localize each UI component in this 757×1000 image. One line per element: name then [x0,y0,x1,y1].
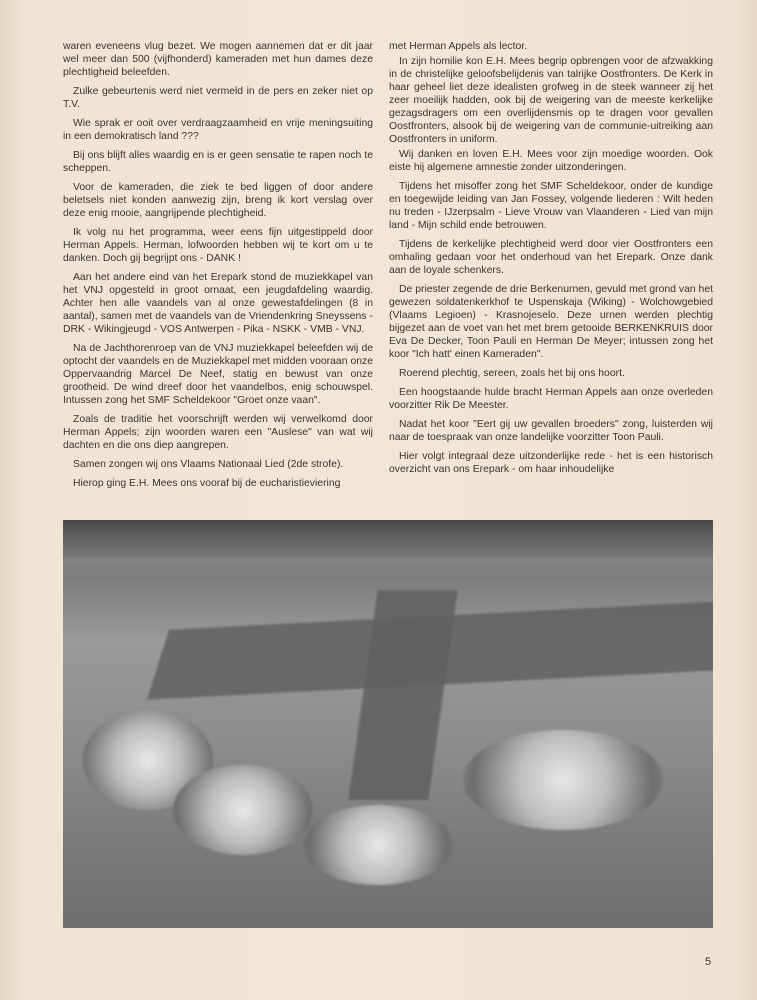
paragraph: Tijdens het misoffer zong het SMF Scheldekoor, onder de kundige en toegewijde leiding van Jan Fossey, volgende liederen : Wilt heden nu treden - IJzerpsalm - Lieve Vrouw van Vlaanderen - Lied van mijn land - Mijn schild ende betrouwen. [389,181,713,231]
paragraph: Roerend plechtig, sereen, zoals het bij ons hoort. [399,368,625,379]
paragraph: Ik volg nu het programma, weer eens fijn uitgestippeld door Herman Appels. Herman, lofwoorden hebben wij te kort om u te danken. Doch gij begrijpt ons - DANK ! [63,227,373,264]
paragraph: Bij ons blijft alles waardig en is er geen sensatie te rapen noch te scheppen. [63,150,373,174]
paragraph: Wij danken en loven E.H. Mees voor zijn moedige woorden. Ook eiste hij algemene amnestie zonder uitzonderingen. [389,149,713,173]
paragraph: Aan het andere eind van het Erepark stond de muziekkapel van het VNJ opgesteld in groot ornaat, een jeugdafdeling waardig. Achter hen alle vaandels van al onze gewestafdelingen (8 in aantal), samen met de vaandels van de Vriendenkring Sneyssens - DRK - Wikingjeugd - VOS Antwerpen - Pika - NSKK - VMB - VNJ. [63,272,373,335]
paragraph: Een hoogstaande hulde bracht Herman Appels aan onze overleden voorzitter Rik De Meester. [389,387,713,411]
flower-wreath [463,730,663,830]
paragraph: In zijn homilie kon E.H. Mees begrip opbrengen voor de afzwakking in de christelijke geloofsbelijdenis van talrijke Oostfronters. De Kerk in haar geheel liet deze idealisten grofweg in de steek wanneer zij het zeer moeilijk hadden, ook bij de weigering van de meeste kerkelijke gezagsdragers om een overlijdensmis op te dragen voor gevallen Oostfronters, alsook bij de weigering van de communie-uitreiking aan Oostfronters in uniform. [389,56,713,145]
right-column [389,40,713,482]
paragraph: Samen zongen wij ons Vlaams Nationaal Lied (2de strofe). [73,459,344,470]
paragraph: Zulke gebeurtenis werd niet vermeld in de pers en zeker niet op T.V. [63,86,373,110]
paragraph: waren eveneens vlug bezet. We mogen aannemen dat er dit jaar wel meer dan 500 (vijfhonderd) kameraden met hun dames deze plechtigheid beleefden. [63,41,373,78]
left-column [63,40,373,496]
paragraph: Zoals de traditie het voorschrijft werden wij verwelkomd door Herman Appels; zijn woorden waren een "Auslese" van wat wij dachten en die ons diep aangrepen. [63,414,373,451]
paragraph: De priester zegende de drie Berkenurnen, gevuld met grond van het gewezen soldatenkerkhof te Uspenskaja (Wiking) - Wolchowgebied (Vlaams Legioen) - Krasnojeselo. Deze urnen werden plechtig bijgezet aan de voet van het met brem getooide BERKENKRUIS door Eva De Decker, Toon Pauli en Herman De Meyer; intussen zong het koor "Ich hatt' einen Kameraden". [389,284,713,360]
paragraph: Na de Jachthorenroep van de VNJ muziekkapel beleefden wij de optocht der vaandels en de Muziekkapel met midden vooraan onze Oppervaandrig Marcel De Neef, statig en bewust van onze grootheid. De wind dreef door het vaandelbos, enig schouwspel. Intussen zong het SMF Scheldekoor "Groet onze vaan". [63,343,373,406]
paragraph: met Herman Appels als lector. [389,41,528,52]
flower-wreath [173,765,313,855]
paragraph: Nadat het koor "Eert gij uw gevallen broeders" zong, luisterden wij naar de toespraak van onze landelijke voorzitter Toon Pauli. [389,419,713,443]
paragraph: Tijdens de kerkelijke plechtigheid werd door vier Oostfronters een omhaling gedaan voor het onderhoud van het Erepark. Onze dank aan de loyale schenkers. [389,239,713,276]
tree-shadow [63,520,713,560]
paragraph: Wie sprak er ooit over verdraagzaamheid en vrije meningsuiting in een demokratisch land ??? [63,118,373,142]
flower-wreath [303,805,453,885]
paragraph: Voor de kameraden, die ziek te bed liggen of door andere beletsels niet konden aanwezig zijn, breng ik kort verslag over deze enig mooie, aangrijpende plechtigheid. [63,182,373,219]
photo-memorial-birch-cross [63,520,713,928]
paragraph: Hierop ging E.H. Mees ons vooraf bij de eucharistieviering [73,478,341,489]
page-number: 5 [705,956,712,968]
paragraph: Hier volgt integraal deze uitzonderlijke rede - het is een historisch overzicht van ons Erepark - om haar inhoudelijke [389,451,713,475]
